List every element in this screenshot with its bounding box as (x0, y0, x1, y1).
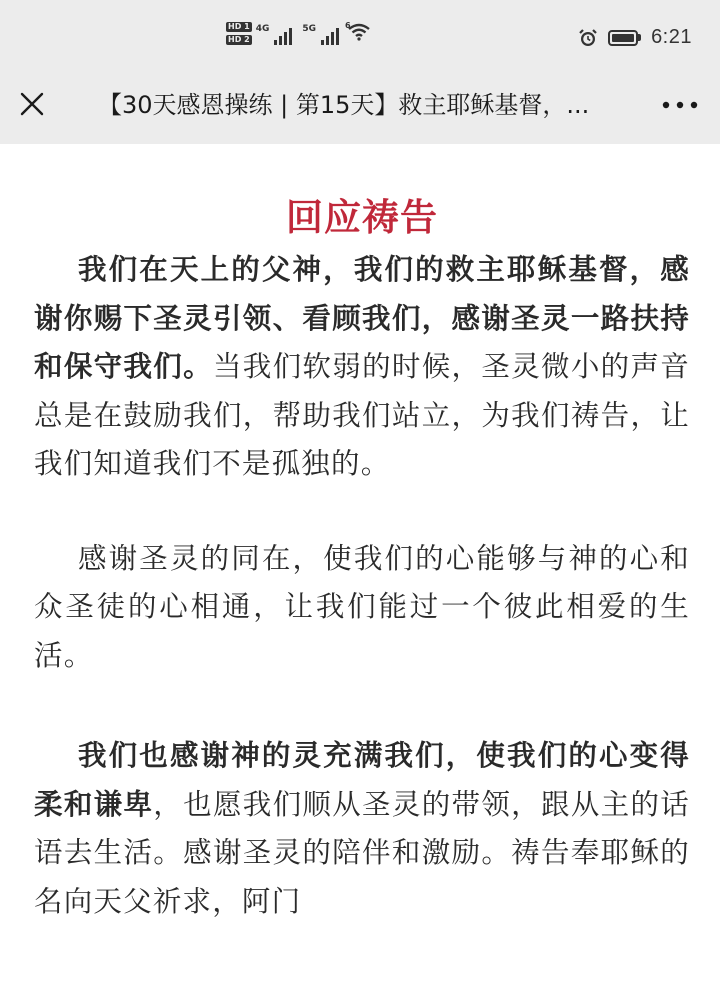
more-options-button[interactable] (658, 90, 702, 120)
paragraph-3 (34, 732, 690, 926)
signal-indicators (226, 22, 371, 45)
article-content (34, 144, 690, 926)
signal-bars-2-icon (321, 27, 339, 45)
hd2-badge: HD 2 (228, 35, 250, 44)
nav-bar (0, 64, 720, 144)
page-title: 【30天感恩操练 | 第15天】救主耶稣基督，... (98, 91, 590, 119)
clock-time: 6:21 (651, 26, 692, 48)
network-type-2: 5G (302, 24, 316, 34)
wifi-icon (347, 23, 371, 45)
section-heading: 回应祷告 (286, 196, 438, 239)
status-right (578, 26, 692, 49)
alarm-icon (578, 28, 598, 48)
network-type-1: 4G (255, 24, 270, 34)
close-icon (14, 86, 50, 122)
signal-bars-1-icon (274, 27, 292, 45)
more-dots-icon (658, 90, 702, 120)
paragraph-1-bold: 我们在天上的父神，我们的救主耶稣基督，感谢你赐下圣灵引领、看顾我们，感谢圣灵一路扶持和保守我们。 (34, 253, 690, 383)
hd1-badge: HD 1 (228, 22, 250, 31)
paragraph-1 (34, 246, 690, 489)
wifi-label: 6 (345, 21, 351, 30)
status-bar (0, 0, 720, 64)
close-button[interactable] (14, 86, 50, 122)
battery-icon (608, 30, 641, 46)
paragraph-3-text: ，也愿我们顺从圣灵的带领，跟从主的话语去生活。感谢圣灵的陪伴和激励。祷告奉耶稣的名向天父祈求，阿门 (34, 787, 690, 918)
paragraph-2: 感谢圣灵的同在，使我们的心能够与神的心和众圣徒的心相通，让我们能过一个彼此相爱的生活。 (34, 541, 690, 672)
hd-badges (226, 22, 252, 45)
paragraph-1-text: 当我们软弱的时候，圣灵微小的声音总是在鼓励我们，帮助我们站立，为我们祷告，让我们知道我们不是孤独的。 (34, 350, 691, 480)
paragraph-3-bold: 我们也感谢神的灵充满我们，使我们的心变得柔和谦卑 (34, 739, 690, 821)
